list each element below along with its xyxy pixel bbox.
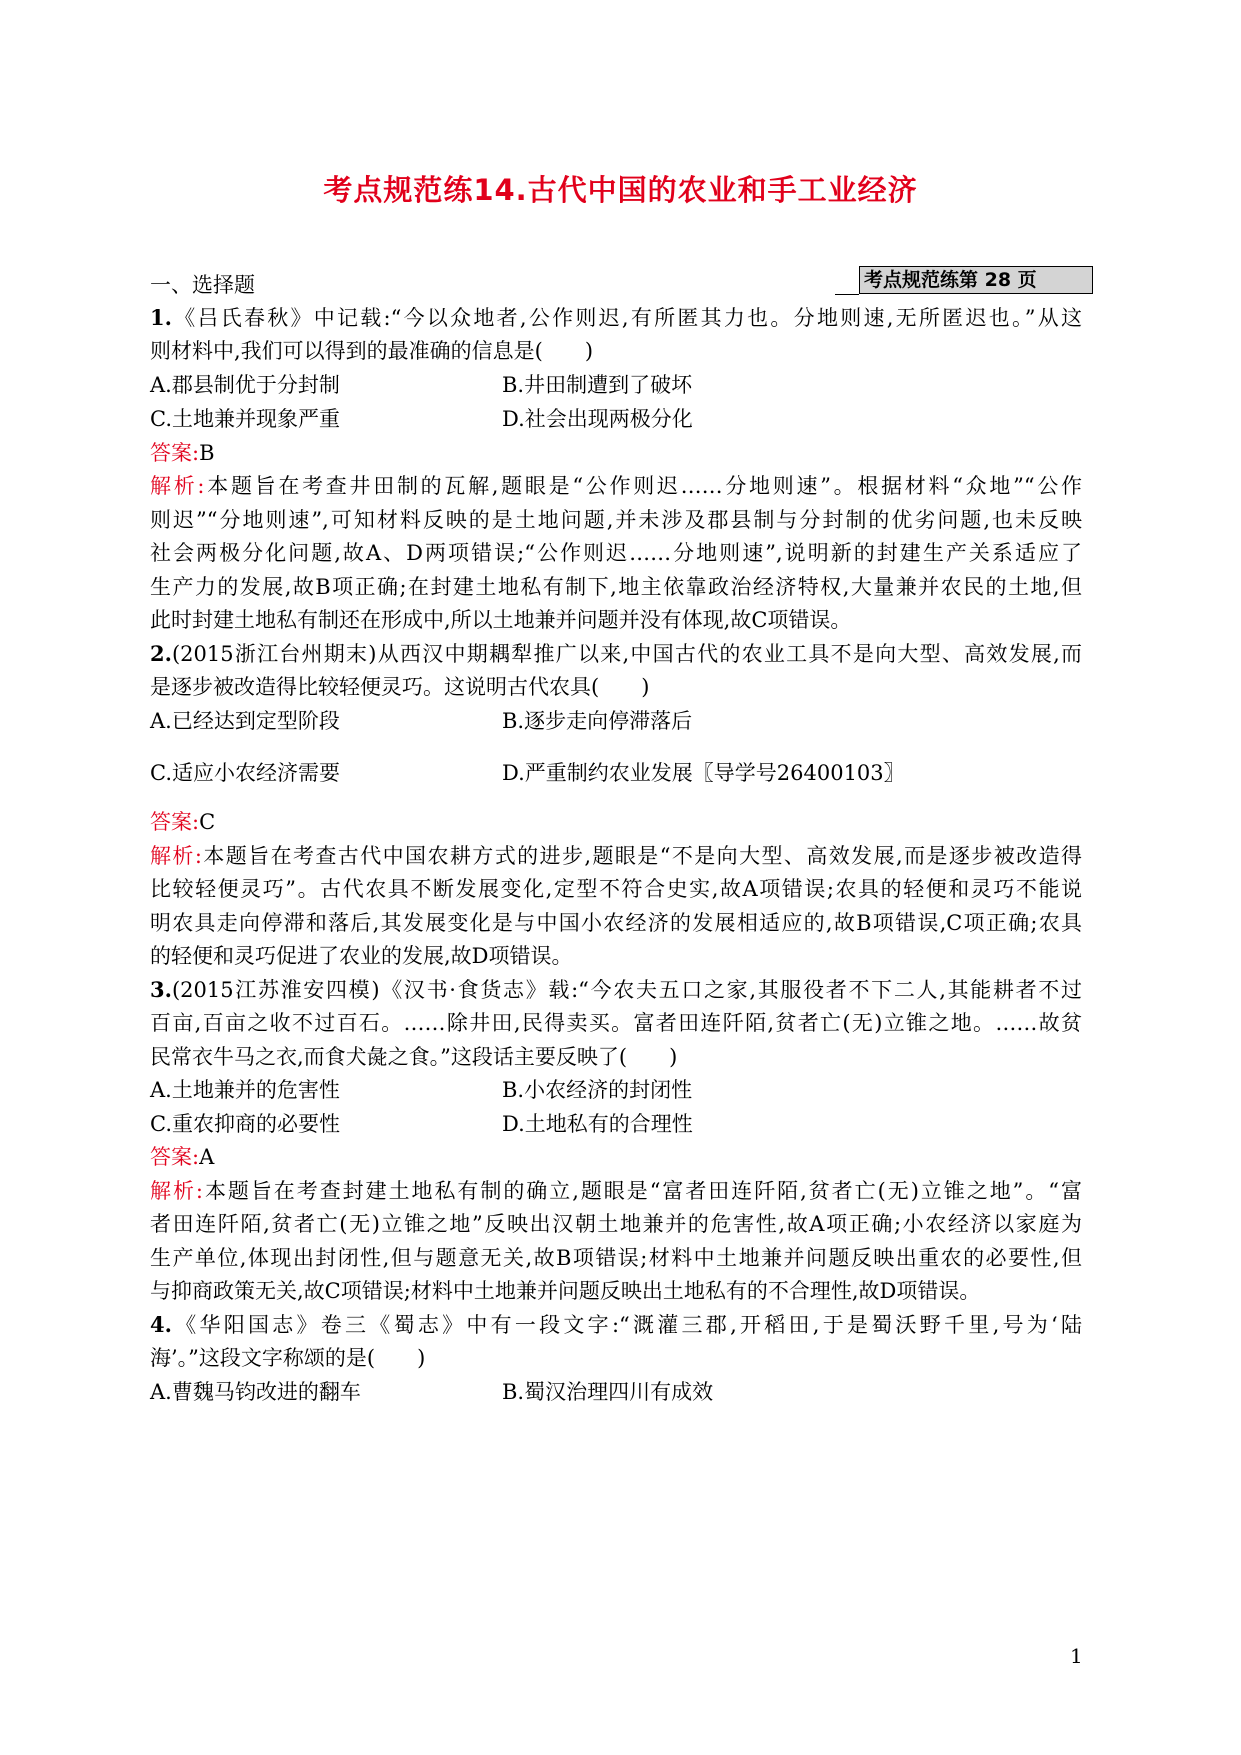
analysis-label: 解析: — [150, 844, 202, 868]
analysis-line: 解析:本题旨在考查井田制的瓦解,题眼是“公作则迟……分地则速”。根据材料“众地”“公作 — [150, 474, 1083, 498]
question-number: 1. — [150, 305, 172, 330]
question-2-line-2: 是逐步被改造得比较轻便灵巧。这说明古代农具( ) — [150, 675, 650, 699]
option-c: C.重农抑商的必要性 — [150, 1112, 340, 1136]
answer-line — [150, 438, 215, 468]
question-2-line-1: 2.(2015浙江台州期末)从西汉中期耦犁推广以来,中国古代的农业工具不是向大型、高效发展,而 — [150, 641, 1082, 666]
question-number: 4. — [150, 1312, 172, 1337]
analysis-line: 生产力的发展,故B项正确;在封建土地私有制下,地主依靠政治经济特权,大量兼并农民的土地,但 — [150, 575, 1082, 599]
answer-label: 答案: — [150, 1145, 200, 1169]
answer-label: 答案: — [150, 810, 200, 834]
page-title: 考点规范练14.古代中国的农业和手工业经济 — [323, 173, 918, 207]
reference-rule — [835, 294, 859, 295]
reference-label: 考点规范练第 28 页 — [859, 266, 1093, 294]
option-b: B.逐步走向停滞落后 — [502, 709, 693, 733]
analysis-line: 此时封建土地私有制还在形成中,所以土地兼并问题并没有体现,故C项错误。 — [150, 608, 852, 632]
option-d: D.土地私有的合理性 — [502, 1112, 693, 1136]
analysis-line: 者田连阡陌,贫者亡(无)立锥之地”反映出汉朝土地兼并的危害性,故A项正确;小农经济以家庭为 — [150, 1212, 1082, 1236]
answer-line — [150, 807, 215, 837]
question-4-line-2: 海’。”这段文字称颂的是( ) — [150, 1346, 426, 1370]
question-3-line-3: 民常衣牛马之衣,而食犬彘之食。”这段话主要反映了( ) — [150, 1045, 678, 1069]
page-number: 1 — [1070, 1644, 1083, 1668]
option-b: B.井田制遭到了破坏 — [502, 373, 693, 397]
option-b: B.小农经济的封闭性 — [502, 1078, 693, 1102]
option-a: A.郡县制优于分封制 — [150, 373, 340, 397]
question-1-line-1: 1.《吕氏春秋》中记载:“今以众地者,公作则迟,有所匿其力也。分地则速,无所匿迟也。”从这 — [150, 305, 1082, 330]
option-d: D.社会出现两极分化 — [502, 407, 693, 431]
question-3-line-1: 3.(2015江苏淮安四模)《汉书·食货志》载:“今农夫五口之家,其服役者不下二人,其能耕者不过 — [150, 977, 1082, 1002]
answer-value: A — [199, 1145, 215, 1169]
question-3-line-2: 百亩,百亩之收不过百石。……除井田,民得卖买。富者田连阡陌,贫者亡(无)立锥之地。……故贫 — [150, 1011, 1082, 1035]
question-4-line-1: 4.《华阳国志》卷三《蜀志》中有一段文字:“溉灌三郡,开稻田,于是蜀沃野千里,号为‘陆 — [150, 1312, 1082, 1337]
question-1-line-2: 则材料中,我们可以得到的最准确的信息是( ) — [150, 339, 594, 363]
question-number: 3. — [150, 977, 172, 1002]
analysis-line: 社会两极分化问题,故A、D两项错误;“公作则迟……分地则速”,说明新的封建生产关系适应了 — [150, 541, 1082, 565]
analysis-line: 的轻便和灵巧促进了农业的发展,故D项错误。 — [150, 944, 573, 968]
analysis-line: 与抑商政策无关,故C项错误;材料中土地兼并问题反映出土地私有的不合理性,故D项错误。 — [150, 1279, 981, 1303]
analysis-label: 解析: — [150, 474, 205, 498]
analysis-line: 明农具走向停滞和落后,其发展变化是与中国小农经济的发展相适应的,故B项错误,C项正确;农具 — [150, 911, 1082, 935]
answer-value: C — [199, 810, 216, 834]
option-d: D.严重制约农业发展〖导学号26400103〗 — [502, 761, 905, 785]
option-c: C.适应小农经济需要 — [150, 761, 340, 785]
option-a: A.曹魏马钧改进的翻车 — [150, 1380, 361, 1404]
answer-line — [150, 1142, 214, 1172]
analysis-line: 比较轻便灵巧”。古代农具不断发展变化,定型不符合史实,故A项错误;农具的轻便和灵巧不能说 — [150, 877, 1082, 901]
analysis-line: 则迟”“分地则速”,可知材料反映的是土地问题,并未涉及郡县制与分封制的优劣问题,也未反映 — [150, 508, 1082, 532]
analysis-line: 解析:本题旨在考查封建土地私有制的确立,题眼是“富者田连阡陌,贫者亡(无)立锥之地”。“富 — [150, 1179, 1082, 1203]
analysis-line: 生产单位,体现出封闭性,但与题意无关,故B项错误;材料中土地兼并问题反映出重农的必要性,但 — [150, 1246, 1082, 1270]
analysis-line: 解析:本题旨在考查古代中国农耕方式的进步,题眼是“不是向大型、高效发展,而是逐步被改造得 — [150, 844, 1082, 868]
analysis-label: 解析: — [150, 1179, 203, 1203]
answer-label: 答案: — [150, 441, 200, 465]
option-a: A.已经达到定型阶段 — [150, 709, 340, 733]
section-heading: 一、选择题 — [150, 273, 255, 297]
question-number: 2. — [150, 641, 172, 666]
option-c: C.土地兼并现象严重 — [150, 407, 340, 431]
option-b: B.蜀汉治理四川有成效 — [502, 1380, 714, 1404]
answer-value: B — [199, 441, 215, 465]
option-a: A.土地兼并的危害性 — [150, 1078, 340, 1102]
